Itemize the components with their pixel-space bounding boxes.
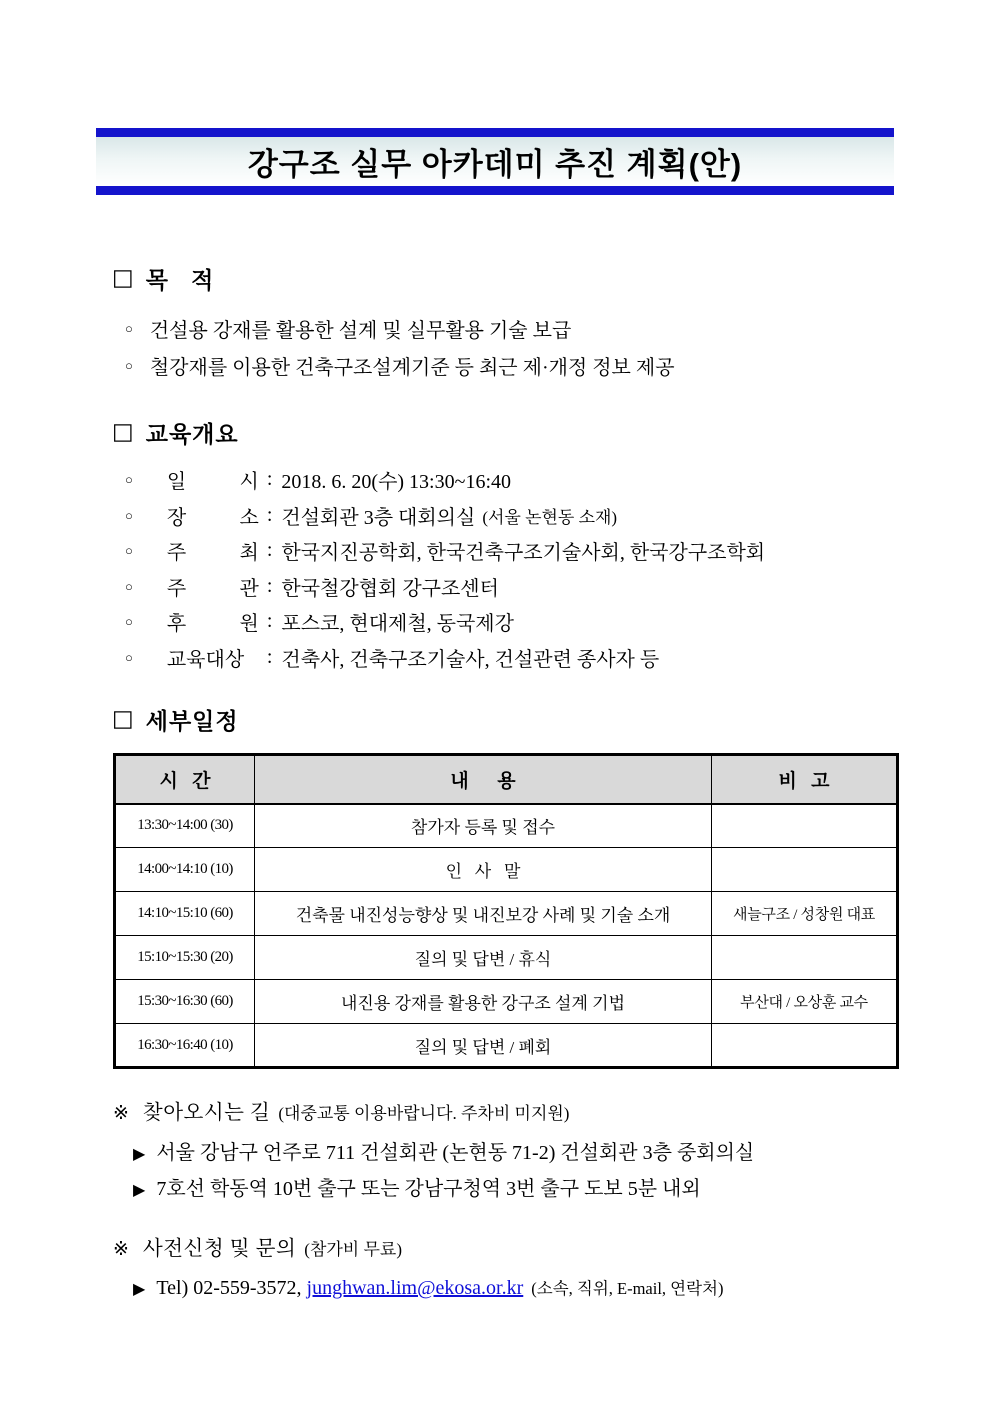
purpose-heading-text: 목 적 bbox=[145, 267, 215, 293]
purpose-list bbox=[125, 310, 675, 384]
overview-item-value: 건축사, 건축구조기술사, 건설관련 종사자 등 bbox=[281, 648, 660, 671]
schedule-time: 14:10~15:10 (60) bbox=[115, 892, 255, 936]
circle-bullet-icon: ○ bbox=[125, 321, 133, 336]
circle-bullet-icon: ○ bbox=[125, 472, 133, 488]
overview-item-host bbox=[125, 533, 765, 569]
overview-item-value: 건설회관 3층 대회의실 bbox=[281, 506, 476, 529]
circle-bullet-icon: ○ bbox=[125, 614, 133, 630]
schedule-time: 14:00~14:10 (10) bbox=[115, 848, 255, 892]
overview-item-label: 교육대상 bbox=[166, 648, 245, 671]
label-colon: : bbox=[266, 503, 273, 526]
schedule-note: 부산대 / 오상훈 교수 bbox=[712, 980, 898, 1024]
schedule-time: 13:30~14:00 (30) bbox=[115, 804, 255, 848]
contact-block bbox=[113, 1231, 913, 1300]
column-header-time: 시 간 bbox=[115, 755, 255, 804]
banner-body bbox=[96, 137, 894, 186]
contact-paren-note: (참가비 무료) bbox=[304, 1240, 402, 1259]
label-colon: : bbox=[266, 574, 273, 597]
contact-email-link[interactable]: junghwan.lim@ekosa.or.kr bbox=[306, 1277, 524, 1299]
reference-mark-icon: ※ bbox=[113, 1239, 129, 1260]
schedule-note bbox=[712, 848, 898, 892]
purpose-item-text: 철강재를 이용한 건축구조설계기준 등 최근 제·개정 정보 제공 bbox=[149, 357, 675, 379]
circle-bullet-icon: ○ bbox=[125, 543, 133, 559]
arrow-bullet-icon: ▶ bbox=[133, 1279, 146, 1298]
schedule-table bbox=[113, 753, 899, 1069]
square-marker-icon: □ bbox=[112, 419, 134, 445]
directions-address-line bbox=[133, 1136, 913, 1165]
banner-bottom-bar bbox=[96, 186, 894, 195]
label-colon: : bbox=[266, 645, 273, 668]
page-title: 강구조 실무 아카데미 추진 계획(안) bbox=[247, 147, 743, 182]
overview-item-label: 장 소 bbox=[166, 506, 259, 529]
purpose-item-text: 건설용 강재를 활용한 설계 및 실무활용 기술 보급 bbox=[149, 320, 572, 342]
overview-item-datetime bbox=[125, 462, 765, 498]
schedule-note bbox=[712, 1024, 898, 1068]
contact-title-line bbox=[113, 1231, 913, 1261]
overview-item-value: 한국철강협회 강구조센터 bbox=[281, 577, 499, 600]
table-row bbox=[115, 804, 898, 848]
overview-item-sponsor bbox=[125, 604, 765, 640]
table-row bbox=[115, 1024, 898, 1068]
section-heading-schedule bbox=[112, 703, 239, 736]
purpose-item bbox=[125, 347, 675, 384]
contact-title: 사전신청 및 문의 bbox=[142, 1238, 297, 1260]
directions-address-text: 서울 강남구 언주로 711 건설회관 (논현동 71-2) 건설회관 3층 중회의실 bbox=[156, 1142, 755, 1164]
schedule-content: 질의 및 답변 / 휴식 bbox=[255, 936, 712, 980]
directions-subway-line bbox=[133, 1172, 913, 1201]
directions-subway-text: 7호선 학동역 10번 출구 또는 강남구청역 3번 출구 도보 5분 내외 bbox=[156, 1178, 701, 1200]
overview-item-value: 한국지진공학회, 한국건축구조기술사회, 한국강구조학회 bbox=[281, 542, 766, 565]
column-header-note: 비 고 bbox=[712, 755, 898, 804]
directions-paren-note: (대중교통 이용바랍니다. 주차비 미지원) bbox=[278, 1104, 570, 1123]
purpose-item bbox=[125, 310, 675, 347]
overview-item-label: 주 최 bbox=[166, 542, 259, 565]
schedule-time: 15:10~15:30 (20) bbox=[115, 936, 255, 980]
schedule-content: 내진용 강재를 활용한 강구조 설계 기법 bbox=[255, 980, 712, 1024]
label-colon: : bbox=[266, 610, 273, 633]
overview-item-value: 포스코, 현대제철, 동국제강 bbox=[281, 613, 514, 636]
overview-item-audience bbox=[125, 640, 765, 676]
section-heading-overview bbox=[112, 416, 239, 449]
section-heading-purpose bbox=[112, 262, 214, 295]
schedule-note: 새늘구조 / 성창원 대표 bbox=[712, 892, 898, 936]
schedule-time: 16:30~16:40 (10) bbox=[115, 1024, 255, 1068]
contact-tel-line bbox=[133, 1275, 913, 1300]
overview-item-label: 일 시 bbox=[166, 471, 259, 494]
table-header-row bbox=[115, 755, 898, 804]
circle-bullet-icon: ○ bbox=[125, 358, 133, 373]
schedule-time: 15:30~16:30 (60) bbox=[115, 980, 255, 1024]
table-row bbox=[115, 848, 898, 892]
overview-item-note: (서울 논현동 소재) bbox=[482, 507, 618, 527]
table-row bbox=[115, 936, 898, 980]
reference-mark-icon: ※ bbox=[113, 1103, 129, 1124]
overview-item-value: 2018. 6. 20(수) 13:30~16:40 bbox=[281, 471, 511, 494]
schedule-content: 인 사 말 bbox=[255, 848, 712, 892]
directions-title: 찾아오시는 길 bbox=[142, 1102, 271, 1124]
square-marker-icon: □ bbox=[112, 265, 134, 291]
directions-block bbox=[113, 1095, 913, 1201]
overview-item-organizer bbox=[125, 569, 765, 605]
title-banner bbox=[96, 128, 894, 195]
schedule-content: 건축물 내진성능향상 및 내진보강 사례 및 기술 소개 bbox=[255, 892, 712, 936]
arrow-bullet-icon: ▶ bbox=[133, 1180, 146, 1199]
circle-bullet-icon: ○ bbox=[125, 507, 133, 523]
schedule-note bbox=[712, 804, 898, 848]
schedule-heading-text: 세부일정 bbox=[145, 708, 239, 734]
label-colon: : bbox=[266, 468, 273, 491]
schedule-content: 참가자 등록 및 접수 bbox=[255, 804, 712, 848]
overview-item-label: 주 관 bbox=[166, 577, 259, 600]
schedule-content: 질의 및 답변 / 폐회 bbox=[255, 1024, 712, 1068]
arrow-bullet-icon: ▶ bbox=[133, 1144, 146, 1163]
contact-phone: Tel) 02-559-3572, bbox=[156, 1277, 302, 1299]
overview-item-venue bbox=[125, 498, 765, 534]
banner-top-bar bbox=[96, 128, 894, 137]
overview-heading-text: 교육개요 bbox=[145, 421, 239, 447]
directions-title-line bbox=[113, 1095, 913, 1125]
label-colon: : bbox=[266, 539, 273, 562]
column-header-content: 내 용 bbox=[255, 755, 712, 804]
circle-bullet-icon: ○ bbox=[125, 649, 133, 665]
circle-bullet-icon: ○ bbox=[125, 578, 133, 594]
overview-item-label: 후 원 bbox=[166, 613, 259, 636]
schedule-note bbox=[712, 936, 898, 980]
square-marker-icon: □ bbox=[112, 706, 134, 732]
contact-required-info: (소속, 직위, E-mail, 연락처) bbox=[531, 1279, 724, 1298]
table-row bbox=[115, 892, 898, 936]
overview-list bbox=[125, 462, 765, 675]
table-row bbox=[115, 980, 898, 1024]
